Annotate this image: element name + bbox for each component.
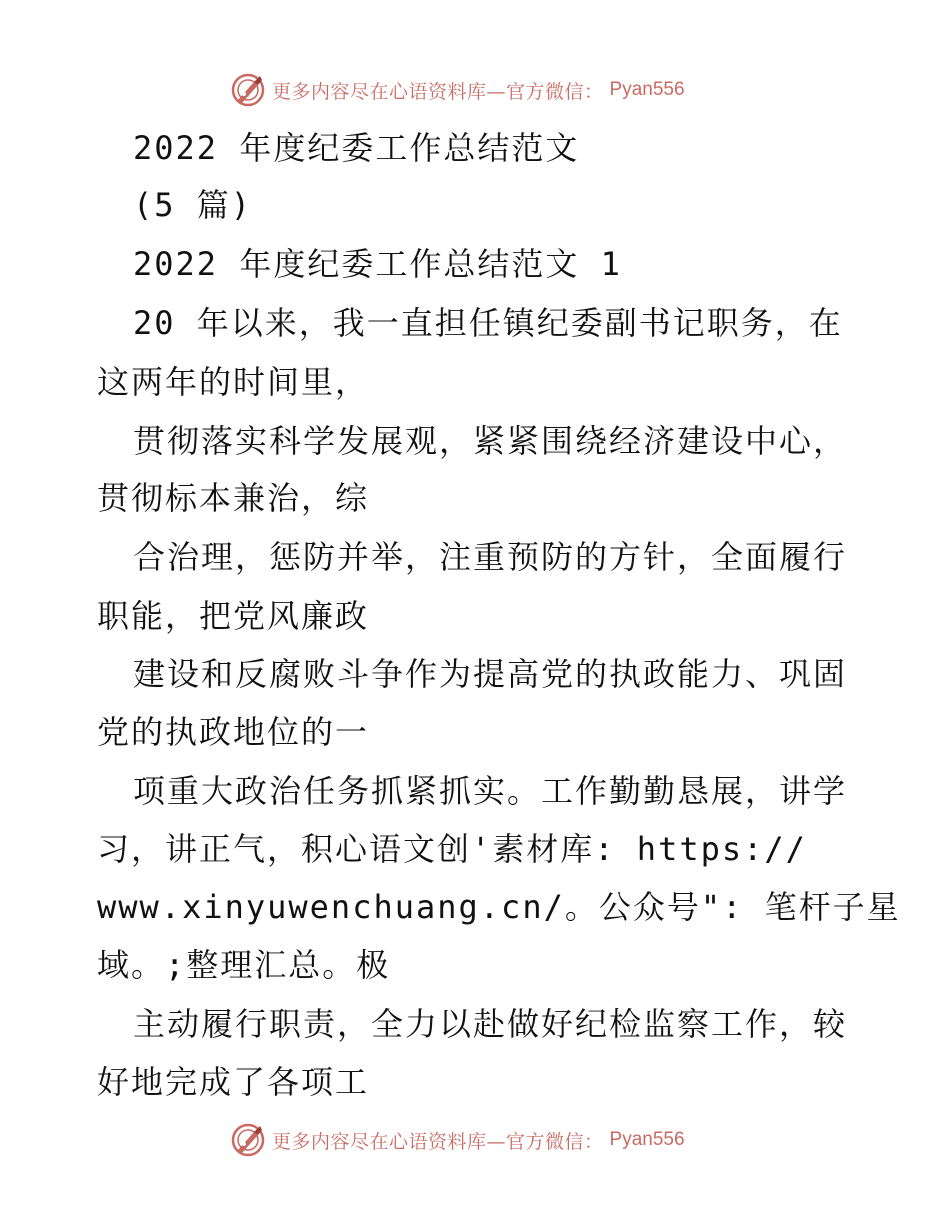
paragraph-line: 域。;整理汇总。极 bbox=[97, 946, 391, 984]
paragraph-line: 贯彻落实科学发展观，紧紧围绕经济建设中心， bbox=[133, 422, 848, 460]
footer-banner-text: 更多内容尽在心语资料库—官方微信： bbox=[272, 1130, 604, 1153]
paragraph-line: 职能，把党风廉政 bbox=[97, 597, 370, 635]
paragraph-line: 贯彻标本兼治，综 bbox=[97, 479, 370, 517]
paragraph-line: 习，讲正气，积心语文创'素材库: https:// bbox=[97, 830, 807, 868]
pen-logo-icon bbox=[230, 1122, 266, 1158]
header-banner-text: 更多内容尽在心语资料库—官方微信： bbox=[272, 80, 604, 103]
paragraph-line: 好地完成了各项工 bbox=[97, 1063, 370, 1101]
footer-banner-wechat-id: Pyan556 bbox=[609, 1129, 685, 1150]
paragraph-line: 合治理，惩防并举，注重预防的方针，全面履行 bbox=[133, 538, 848, 576]
footer-banner bbox=[230, 1120, 685, 1160]
paragraph-line: www.xinyuwenchuang.cn/。公众号": 笔杆子星 bbox=[97, 888, 901, 926]
paragraph-line: 建设和反腐败斗争作为提高党的执政能力、巩固 bbox=[133, 655, 848, 693]
paragraph-line: 20 年以来，我一直担任镇纪委副书记职务，在 bbox=[133, 304, 843, 342]
paragraph-line: 项重大政治任务抓紧抓实。工作勤勤恳展，讲学 bbox=[133, 772, 848, 810]
section-title: 2022 年度纪委工作总结范文 1 bbox=[133, 245, 622, 283]
document-title: 2022 年度纪委工作总结范文 bbox=[133, 129, 580, 167]
paragraph-line: 这两年的时间里， bbox=[97, 363, 370, 401]
header-banner-wechat-id: Pyan556 bbox=[609, 79, 685, 100]
paragraph-line: 主动履行职责，全力以赴做好纪检监察工作，较 bbox=[133, 1005, 848, 1043]
document-subtitle: (5 篇) bbox=[133, 186, 253, 224]
paragraph-line: 党的执政地位的一 bbox=[97, 713, 370, 751]
